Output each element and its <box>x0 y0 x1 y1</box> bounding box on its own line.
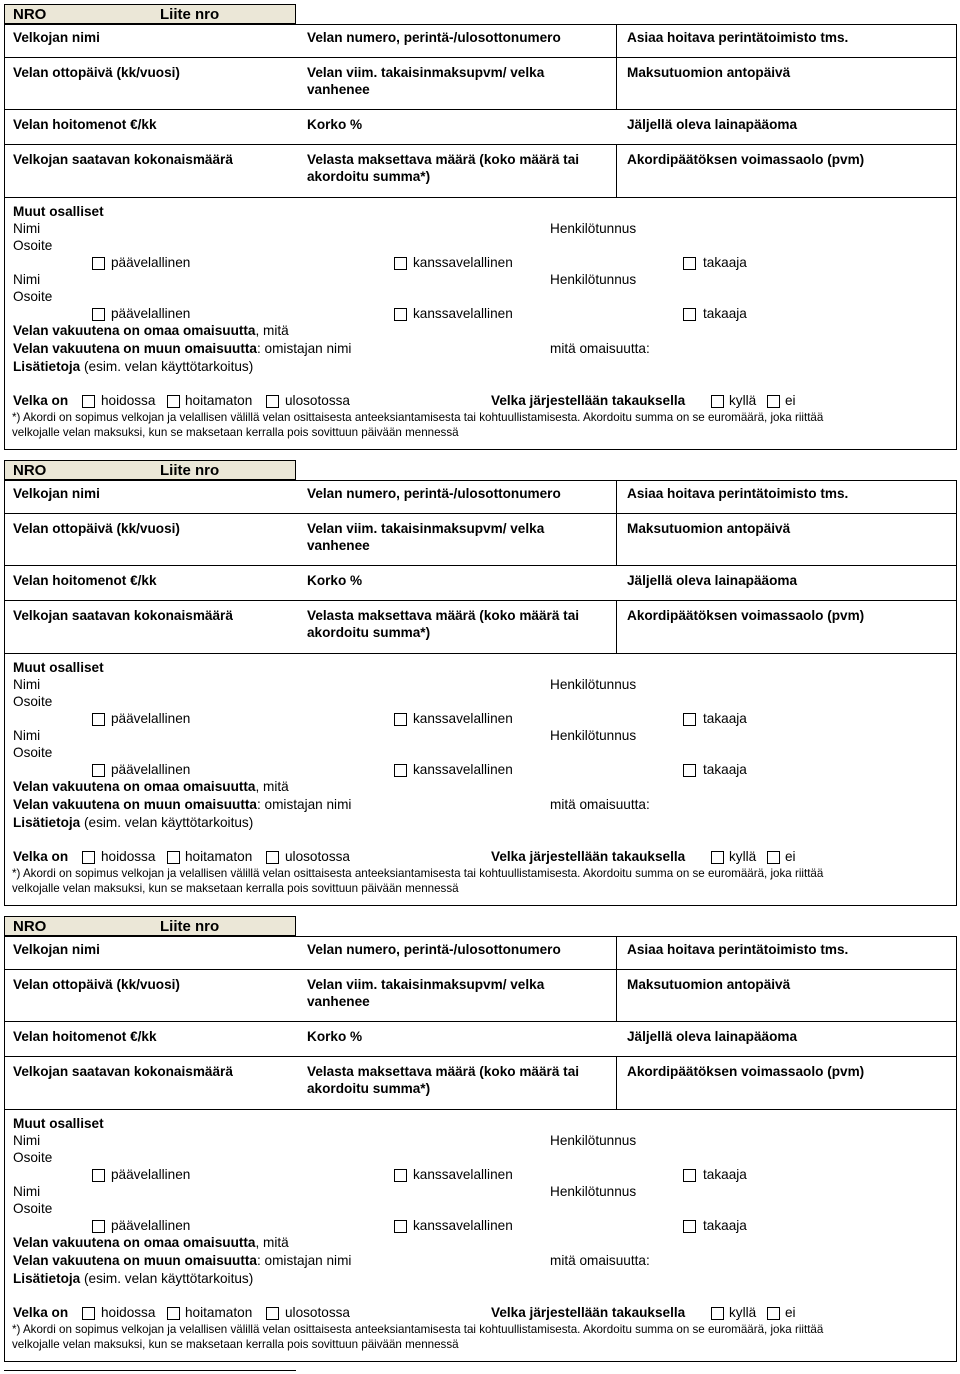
takaaja-checkbox[interactable] <box>683 1220 696 1233</box>
kanssavelallinen-label: kanssavelallinen <box>413 255 513 270</box>
saatava-label: Velkojan saatavan kokonaismäärä <box>13 152 233 167</box>
hoidossa-checkbox[interactable] <box>82 851 95 864</box>
nimi-label: Nimi <box>13 272 41 287</box>
footnote-line-2: velkojalle velan maksuksi, kun se maksetaan kerralla pois sovittuun päivään mennessä <box>12 882 459 895</box>
asiaa-hoitava-label: Asiaa hoitava perintätoimisto tms. <box>627 30 849 45</box>
footnote-line-1: *) Akordi on sopimus velkojan ja velallisen välillä velan osittaisesta anteeksiantamisesta tai kohtuullistamisesta. Akordoitu summa on se euromäärä, joka riittää <box>12 867 824 880</box>
form-header <box>4 4 296 24</box>
vakuus-muu-label: Velan vakuutena on muun omaisuutta <box>13 1253 257 1268</box>
divider <box>5 653 956 654</box>
vakuus-muu-suffix: : omistajan nimi <box>256 1253 352 1268</box>
trailing-rule <box>4 1370 296 1371</box>
takaaja-checkbox[interactable] <box>683 308 696 321</box>
nro-label: NRO <box>13 462 47 479</box>
nro-label: NRO <box>13 918 47 935</box>
muut-osalliset-label: Muut osalliset <box>13 660 104 675</box>
paavelallinen-checkbox[interactable] <box>92 1220 105 1233</box>
saatava-label: Velkojan saatavan kokonaismäärä <box>13 1064 233 1079</box>
takaaja-label: takaaja <box>703 711 747 726</box>
liite-label: Liite nro <box>160 462 220 479</box>
hoitamaton-checkbox[interactable] <box>167 1307 180 1320</box>
vakuus-muu-label: Velan vakuutena on muun omaisuutta <box>13 341 257 356</box>
takaus-label: Velka järjestellään takauksella <box>491 1305 686 1320</box>
henkilotunnus-label: Henkilötunnus <box>550 677 637 692</box>
asiaa-hoitava-label: Asiaa hoitava perintätoimisto tms. <box>627 486 849 501</box>
kanssavelallinen-label: kanssavelallinen <box>413 711 513 726</box>
takaaja-label: takaaja <box>703 1167 747 1182</box>
paavelallinen-label: päävelallinen <box>111 1167 191 1182</box>
hoidossa-checkbox[interactable] <box>82 395 95 408</box>
lisatietoja-line <box>13 814 253 831</box>
henkilotunnus-label: Henkilötunnus <box>550 728 637 743</box>
paavelallinen-label: päävelallinen <box>111 306 191 321</box>
hoidossa-label: hoidossa <box>101 393 156 408</box>
maksettava-label-2: akordoitu summa*) <box>307 169 431 184</box>
korko-label: Korko % <box>307 117 363 132</box>
ei-checkbox[interactable] <box>767 851 780 864</box>
vakuus-oma-line <box>13 778 289 795</box>
kanssavelallinen-label: kanssavelallinen <box>413 762 513 777</box>
takaaja-label: takaaja <box>703 762 747 777</box>
takaus-label: Velka järjestellään takauksella <box>491 849 686 864</box>
form-frame <box>4 24 957 450</box>
kylla-checkbox[interactable] <box>711 851 724 864</box>
jaljella-label: Jäljellä oleva lainapääoma <box>627 117 798 132</box>
hoitomenot-label: Velan hoitomenot €/kk <box>13 573 157 588</box>
kanssavelallinen-label: kanssavelallinen <box>413 306 513 321</box>
velan-numero-label: Velan numero, perintä-/ulosottonumero <box>307 30 561 45</box>
ulosotossa-label: ulosotossa <box>285 849 350 864</box>
lisatietoja-suffix: (esim. velan käyttötarkoitus) <box>80 1271 254 1286</box>
vakuus-muu-suffix: : omistajan nimi <box>256 797 352 812</box>
osoite-label: Osoite <box>13 238 53 253</box>
kylla-checkbox[interactable] <box>711 1307 724 1320</box>
osoite-label: Osoite <box>13 745 53 760</box>
nimi-label: Nimi <box>13 728 41 743</box>
nimi-label: Nimi <box>13 1133 41 1148</box>
saatava-label: Velkojan saatavan kokonaismäärä <box>13 608 233 623</box>
paavelallinen-checkbox[interactable] <box>92 713 105 726</box>
velka-on-label: Velka on <box>13 1305 69 1320</box>
col-divider <box>616 937 617 969</box>
viim-takaisin-label-2: vanhenee <box>307 82 370 97</box>
hoitamaton-label: hoitamaton <box>185 849 253 864</box>
col-divider <box>616 513 617 565</box>
henkilotunnus-label: Henkilötunnus <box>550 1184 637 1199</box>
osoite-label: Osoite <box>13 694 53 709</box>
velkojan-nimi-label: Velkojan nimi <box>13 942 100 957</box>
lisatietoja-line <box>13 1270 253 1287</box>
velan-numero-label: Velan numero, perintä-/ulosottonumero <box>307 942 561 957</box>
jaljella-label: Jäljellä oleva lainapääoma <box>627 573 798 588</box>
ottopaiva-label: Velan ottopäivä (kk/vuosi) <box>13 65 180 80</box>
vakuus-oma-label: Velan vakuutena on omaa omaisuutta <box>13 1235 256 1250</box>
vakuus-oma-suffix: , mitä <box>255 323 289 338</box>
divider <box>5 197 956 198</box>
muut-osalliset-label: Muut osalliset <box>13 204 104 219</box>
kanssavelallinen-checkbox[interactable] <box>394 1169 407 1182</box>
divider <box>5 144 956 145</box>
takaaja-label: takaaja <box>703 306 747 321</box>
vakuus-oma-suffix: , mitä <box>255 1235 289 1250</box>
ulosotossa-label: ulosotossa <box>285 1305 350 1320</box>
nimi-label: Nimi <box>13 677 41 692</box>
paavelallinen-checkbox[interactable] <box>92 308 105 321</box>
vakuus-muu-line <box>13 1252 351 1269</box>
divider <box>5 109 956 110</box>
mita-omaisuutta-label: mitä omaisuutta: <box>550 797 650 812</box>
divider <box>5 600 956 601</box>
col-divider <box>616 600 617 653</box>
hoidossa-label: hoidossa <box>101 1305 156 1320</box>
paavelallinen-label: päävelallinen <box>111 711 191 726</box>
paavelallinen-label: päävelallinen <box>111 1218 191 1233</box>
henkilotunnus-label: Henkilötunnus <box>550 221 637 236</box>
kanssavelallinen-checkbox[interactable] <box>394 764 407 777</box>
ei-label: ei <box>785 849 796 864</box>
ulosotossa-label: ulosotossa <box>285 393 350 408</box>
kanssavelallinen-checkbox[interactable] <box>394 257 407 270</box>
nimi-label: Nimi <box>13 1184 41 1199</box>
henkilotunnus-label: Henkilötunnus <box>550 1133 637 1148</box>
takaaja-checkbox[interactable] <box>683 1169 696 1182</box>
divider <box>5 57 956 58</box>
ei-checkbox[interactable] <box>767 1307 780 1320</box>
kanssavelallinen-checkbox[interactable] <box>394 308 407 321</box>
velkojan-nimi-label: Velkojan nimi <box>13 30 100 45</box>
maksettava-label-2: akordoitu summa*) <box>307 1081 431 1096</box>
osoite-label: Osoite <box>13 289 53 304</box>
hoitamaton-checkbox[interactable] <box>167 851 180 864</box>
divider <box>5 969 956 970</box>
akordi-voimassa-label: Akordipäätöksen voimassaolo (pvm) <box>627 152 865 167</box>
korko-label: Korko % <box>307 573 363 588</box>
form-frame <box>4 480 957 906</box>
footnote-line-2: velkojalle velan maksuksi, kun se maksetaan kerralla pois sovittuun päivään mennessä <box>12 1338 459 1351</box>
ottopaiva-label: Velan ottopäivä (kk/vuosi) <box>13 521 180 536</box>
divider <box>5 513 956 514</box>
ottopaiva-label: Velan ottopäivä (kk/vuosi) <box>13 977 180 992</box>
velan-numero-label: Velan numero, perintä-/ulosottonumero <box>307 486 561 501</box>
kylla-label: kyllä <box>729 1305 757 1320</box>
lisatietoja-suffix: (esim. velan käyttötarkoitus) <box>80 359 254 374</box>
ulosotossa-checkbox[interactable] <box>266 1307 279 1320</box>
maksettava-label-1: Velasta maksettava määrä (koko määrä tai <box>307 608 580 623</box>
col-divider <box>616 144 617 197</box>
vakuus-muu-line <box>13 796 351 813</box>
viim-takaisin-label-2: vanhenee <box>307 538 370 553</box>
liite-label: Liite nro <box>160 6 220 23</box>
lisatietoja-label: Lisätietoja <box>13 1271 81 1286</box>
kanssavelallinen-checkbox[interactable] <box>394 713 407 726</box>
ei-checkbox[interactable] <box>767 395 780 408</box>
hoidossa-label: hoidossa <box>101 849 156 864</box>
vakuus-oma-line <box>13 1234 289 1251</box>
hoidossa-checkbox[interactable] <box>82 1307 95 1320</box>
hoitomenot-label: Velan hoitomenot €/kk <box>13 117 157 132</box>
paavelallinen-label: päävelallinen <box>111 255 191 270</box>
hoitamaton-label: hoitamaton <box>185 393 253 408</box>
asiaa-hoitava-label: Asiaa hoitava perintätoimisto tms. <box>627 942 849 957</box>
maksutuomio-label: Maksutuomion antopäivä <box>627 65 791 80</box>
kanssavelallinen-label: kanssavelallinen <box>413 1218 513 1233</box>
divider <box>5 1109 956 1110</box>
kylla-checkbox[interactable] <box>711 395 724 408</box>
vakuus-oma-suffix: , mitä <box>255 779 289 794</box>
osoite-label: Osoite <box>13 1150 53 1165</box>
divider <box>5 565 956 566</box>
col-divider <box>616 1056 617 1109</box>
footnote-line-2: velkojalle velan maksuksi, kun se maksetaan kerralla pois sovittuun päivään mennessä <box>12 426 459 439</box>
vakuus-muu-line <box>13 340 351 357</box>
takaaja-checkbox[interactable] <box>683 257 696 270</box>
maksutuomio-label: Maksutuomion antopäivä <box>627 977 791 992</box>
col-divider <box>616 57 617 109</box>
viim-takaisin-label-1: Velan viim. takaisinmaksupvm/ velka <box>307 521 545 536</box>
col-divider <box>616 481 617 513</box>
maksettava-label-1: Velasta maksettava määrä (koko määrä tai <box>307 152 580 167</box>
ulosotossa-checkbox[interactable] <box>266 395 279 408</box>
hoitamaton-checkbox[interactable] <box>167 395 180 408</box>
viim-takaisin-label-1: Velan viim. takaisinmaksupvm/ velka <box>307 977 545 992</box>
vakuus-muu-suffix: : omistajan nimi <box>256 341 352 356</box>
nimi-label: Nimi <box>13 221 41 236</box>
velka-on-label: Velka on <box>13 849 69 864</box>
lisatietoja-line <box>13 358 253 375</box>
akordi-voimassa-label: Akordipäätöksen voimassaolo (pvm) <box>627 608 865 623</box>
henkilotunnus-label: Henkilötunnus <box>550 272 637 287</box>
vakuus-oma-label: Velan vakuutena on omaa omaisuutta <box>13 323 256 338</box>
form-frame <box>4 936 957 1362</box>
col-divider <box>616 969 617 1021</box>
jaljella-label: Jäljellä oleva lainapääoma <box>627 1029 798 1044</box>
kanssavelallinen-checkbox[interactable] <box>394 1220 407 1233</box>
velka-on-label: Velka on <box>13 393 69 408</box>
hoitamaton-label: hoitamaton <box>185 1305 253 1320</box>
lisatietoja-label: Lisätietoja <box>13 815 81 830</box>
mita-omaisuutta-label: mitä omaisuutta: <box>550 1253 650 1268</box>
col-divider <box>616 25 617 57</box>
footnote-line-1: *) Akordi on sopimus velkojan ja velallisen välillä velan osittaisesta anteeksiantamisesta tai kohtuullistamisesta. Akordoitu summa on se euromäärä, joka riittää <box>12 1323 824 1336</box>
kylla-label: kyllä <box>729 849 757 864</box>
velkojan-nimi-label: Velkojan nimi <box>13 486 100 501</box>
nro-label: NRO <box>13 6 47 23</box>
muut-osalliset-label: Muut osalliset <box>13 1116 104 1131</box>
lisatietoja-suffix: (esim. velan käyttötarkoitus) <box>80 815 254 830</box>
ulosotossa-checkbox[interactable] <box>266 851 279 864</box>
korko-label: Korko % <box>307 1029 363 1044</box>
kylla-label: kyllä <box>729 393 757 408</box>
maksutuomio-label: Maksutuomion antopäivä <box>627 521 791 536</box>
ei-label: ei <box>785 393 796 408</box>
vakuus-oma-line <box>13 322 289 339</box>
footnote-line-1: *) Akordi on sopimus velkojan ja velallisen välillä velan osittaisesta anteeksiantamisesta tai kohtuullistamisesta. Akordoitu summa on se euromäärä, joka riittää <box>12 411 824 424</box>
vakuus-oma-label: Velan vakuutena on omaa omaisuutta <box>13 779 256 794</box>
paavelallinen-checkbox[interactable] <box>92 764 105 777</box>
form-header <box>4 460 296 480</box>
kanssavelallinen-label: kanssavelallinen <box>413 1167 513 1182</box>
paavelallinen-checkbox[interactable] <box>92 1169 105 1182</box>
viim-takaisin-label-2: vanhenee <box>307 994 370 1009</box>
lisatietoja-label: Lisätietoja <box>13 359 81 374</box>
maksettava-label-1: Velasta maksettava määrä (koko määrä tai <box>307 1064 580 1079</box>
osoite-label: Osoite <box>13 1201 53 1216</box>
takaaja-checkbox[interactable] <box>683 764 696 777</box>
form-header <box>4 916 296 936</box>
divider <box>5 1021 956 1022</box>
akordi-voimassa-label: Akordipäätöksen voimassaolo (pvm) <box>627 1064 865 1079</box>
takaaja-label: takaaja <box>703 1218 747 1233</box>
hoitomenot-label: Velan hoitomenot €/kk <box>13 1029 157 1044</box>
takaaja-label: takaaja <box>703 255 747 270</box>
paavelallinen-checkbox[interactable] <box>92 257 105 270</box>
vakuus-muu-label: Velan vakuutena on muun omaisuutta <box>13 797 257 812</box>
liite-label: Liite nro <box>160 918 220 935</box>
mita-omaisuutta-label: mitä omaisuutta: <box>550 341 650 356</box>
ei-label: ei <box>785 1305 796 1320</box>
takaaja-checkbox[interactable] <box>683 713 696 726</box>
maksettava-label-2: akordoitu summa*) <box>307 625 431 640</box>
divider <box>5 1056 956 1057</box>
viim-takaisin-label-1: Velan viim. takaisinmaksupvm/ velka <box>307 65 545 80</box>
paavelallinen-label: päävelallinen <box>111 762 191 777</box>
takaus-label: Velka järjestellään takauksella <box>491 393 686 408</box>
